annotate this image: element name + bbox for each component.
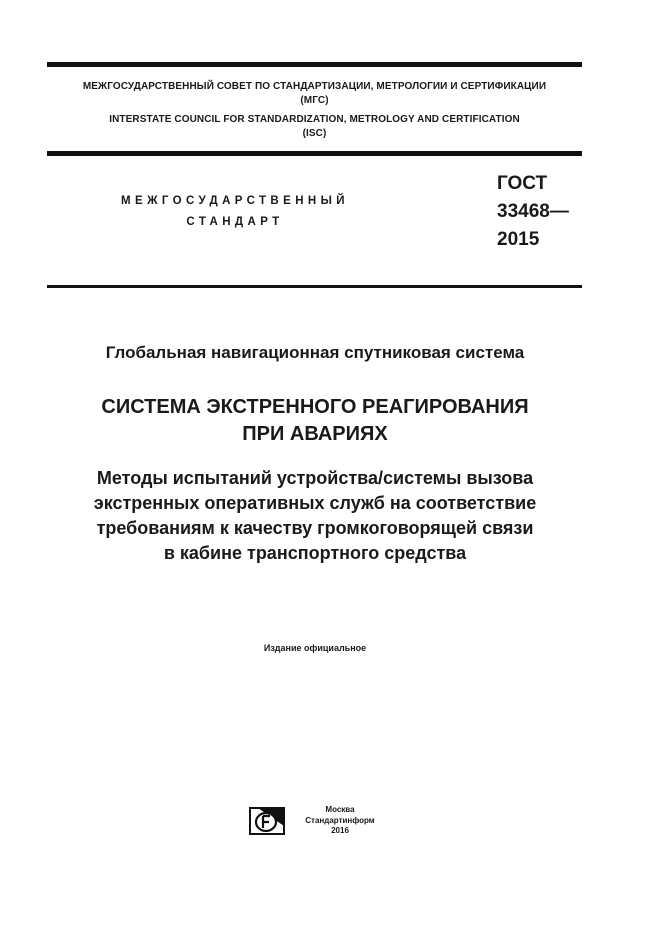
council-name-en [47, 113, 582, 141]
subtitle-line1: Методы испытаний устройства/системы вызова [96, 468, 534, 488]
council-abbrev-en: (ISC) [302, 128, 327, 139]
subtitle [0, 466, 630, 566]
standartinform-logo-icon [248, 806, 286, 836]
gost-label: ГОСТ [497, 173, 548, 194]
publisher-name: Стандартинформ [305, 815, 375, 825]
council-abbrev-ru: (МГС) [300, 95, 329, 106]
edition-note: Издание официальное [263, 643, 367, 653]
standard-type-line2: СТАНДАРТ [186, 216, 284, 228]
middle-rule [47, 151, 582, 156]
gost-number: 33468— [497, 201, 569, 222]
subtitle-line4: в кабине транспортного средства [163, 543, 467, 563]
council-name-ru [47, 80, 582, 108]
standard-type [100, 191, 370, 233]
gost-year: 2015 [497, 229, 540, 250]
subtitle-line2: экстренных оперативных служб на соответствие [93, 493, 537, 513]
top-rule [47, 62, 582, 67]
main-title-line2: ПРИ АВАРИЯХ [242, 423, 388, 445]
council-name-ru-line1: МЕЖГОСУДАРСТВЕННЫЙ СОВЕТ ПО СТАНДАРТИЗАЦИИ, МЕТРОЛОГИИ И СЕРТИФИКАЦИИ [82, 81, 547, 92]
gost-designation [497, 170, 569, 254]
main-title-line1: СИСТЕМА ЭКСТРЕННОГО РЕАГИРОВАНИЯ [101, 396, 529, 418]
publisher-city: Москва [325, 805, 355, 814]
council-name-en-line1: INTERSTATE COUNCIL FOR STANDARDIZATION, METROLOGY AND CERTIFICATION [109, 114, 520, 125]
lower-rule [47, 285, 582, 288]
main-title [0, 394, 630, 448]
standard-type-line1: МЕЖГОСУДАРСТВЕННЫЙ [121, 195, 349, 207]
publisher-info [290, 805, 390, 837]
subtitle-line3: требованиям к качеству громкоговорящей связи [96, 518, 534, 538]
system-title: Глобальная навигационная спутниковая система [105, 343, 525, 362]
publisher-year: 2016 [331, 826, 349, 835]
